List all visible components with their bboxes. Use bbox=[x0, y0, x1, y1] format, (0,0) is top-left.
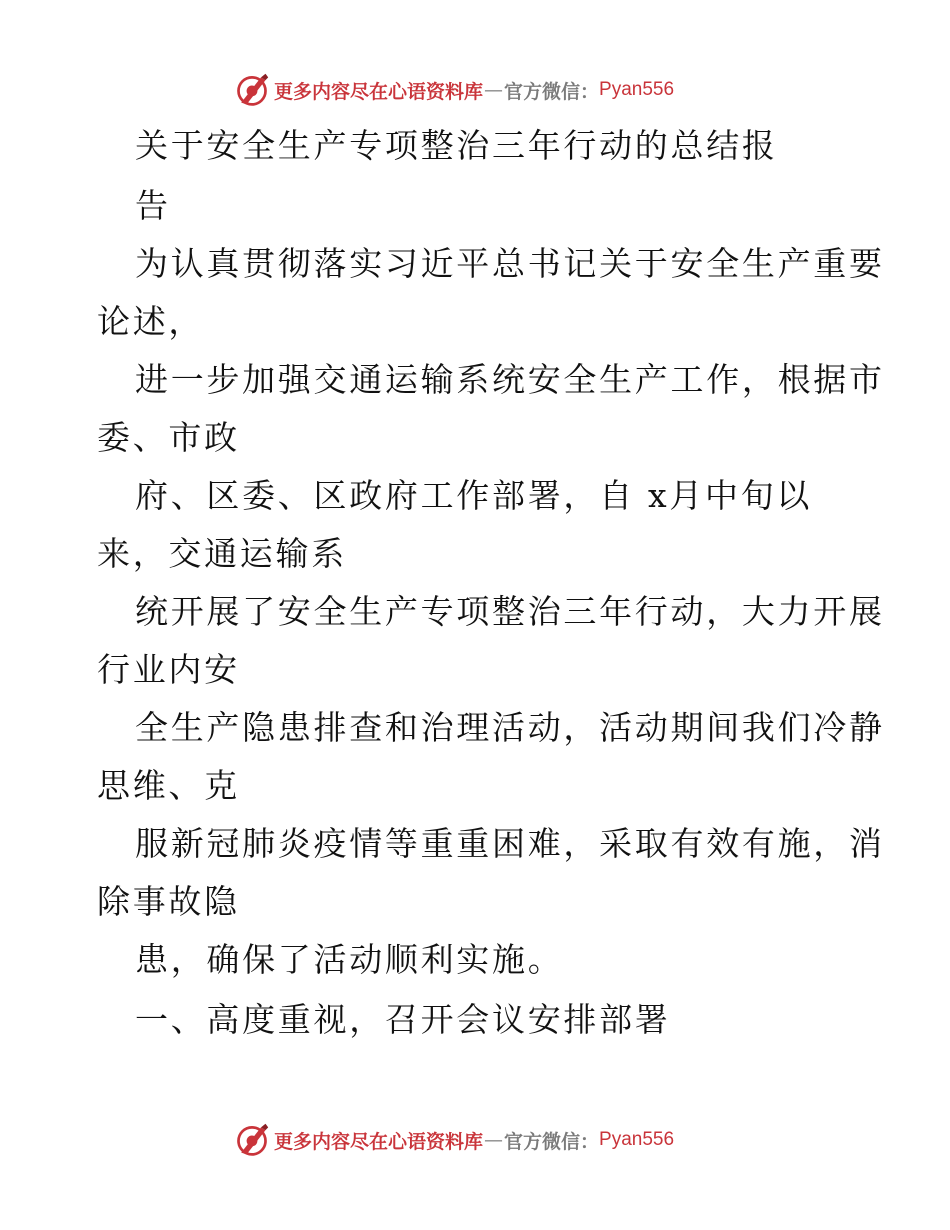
watermark-dash: — bbox=[484, 79, 504, 101]
section-heading: 一、高度重视，召开会议安排部署 bbox=[135, 1000, 671, 1039]
body-line: 论述， bbox=[97, 302, 205, 341]
watermark-dash: — bbox=[484, 1129, 504, 1151]
watermark-label: 官方微信： bbox=[504, 1130, 600, 1153]
body-line: 服新冠肺炎疫情等重重困难，采取有效有施，消 bbox=[135, 824, 885, 863]
header-watermark bbox=[234, 70, 674, 110]
body-line: 行业内安 bbox=[97, 650, 240, 689]
body-line: 患，确保了活动顺利实施。 bbox=[135, 940, 564, 979]
body-line: 统开展了安全生产专项整治三年行动，大力开展 bbox=[135, 592, 885, 631]
watermark-wechat-id: Pyan556 bbox=[599, 1129, 675, 1150]
body-line: 进一步加强交通运输系统安全生产工作，根据市 bbox=[135, 360, 885, 399]
footer-watermark bbox=[234, 1120, 674, 1160]
body-line: 为认真贯彻落实习近平总书记关于安全生产重要 bbox=[135, 244, 885, 283]
document-title-line-1: 关于安全生产专项整治三年行动的总结报 bbox=[135, 126, 778, 165]
watermark-title: 更多内容尽在心语资料库 bbox=[274, 1130, 484, 1153]
body-line: 来，交通运输系 bbox=[97, 534, 347, 573]
body-line: 思维、克 bbox=[97, 766, 240, 805]
pen-seal-logo-icon bbox=[234, 1122, 270, 1158]
body-line: 委、市政 bbox=[97, 418, 240, 457]
watermark-label: 官方微信： bbox=[504, 80, 600, 103]
body-line: 全生产隐患排查和治理活动，活动期间我们冷静 bbox=[135, 708, 885, 747]
watermark-wechat-id: Pyan556 bbox=[599, 79, 675, 100]
body-line: 府、区委、区政府工作部署，自 x月中旬以 bbox=[135, 476, 813, 515]
watermark-title: 更多内容尽在心语资料库 bbox=[274, 80, 484, 103]
document-title-line-2: 告 bbox=[135, 186, 171, 225]
body-line: 除事故隐 bbox=[97, 882, 240, 921]
pen-seal-logo-icon bbox=[234, 72, 270, 108]
